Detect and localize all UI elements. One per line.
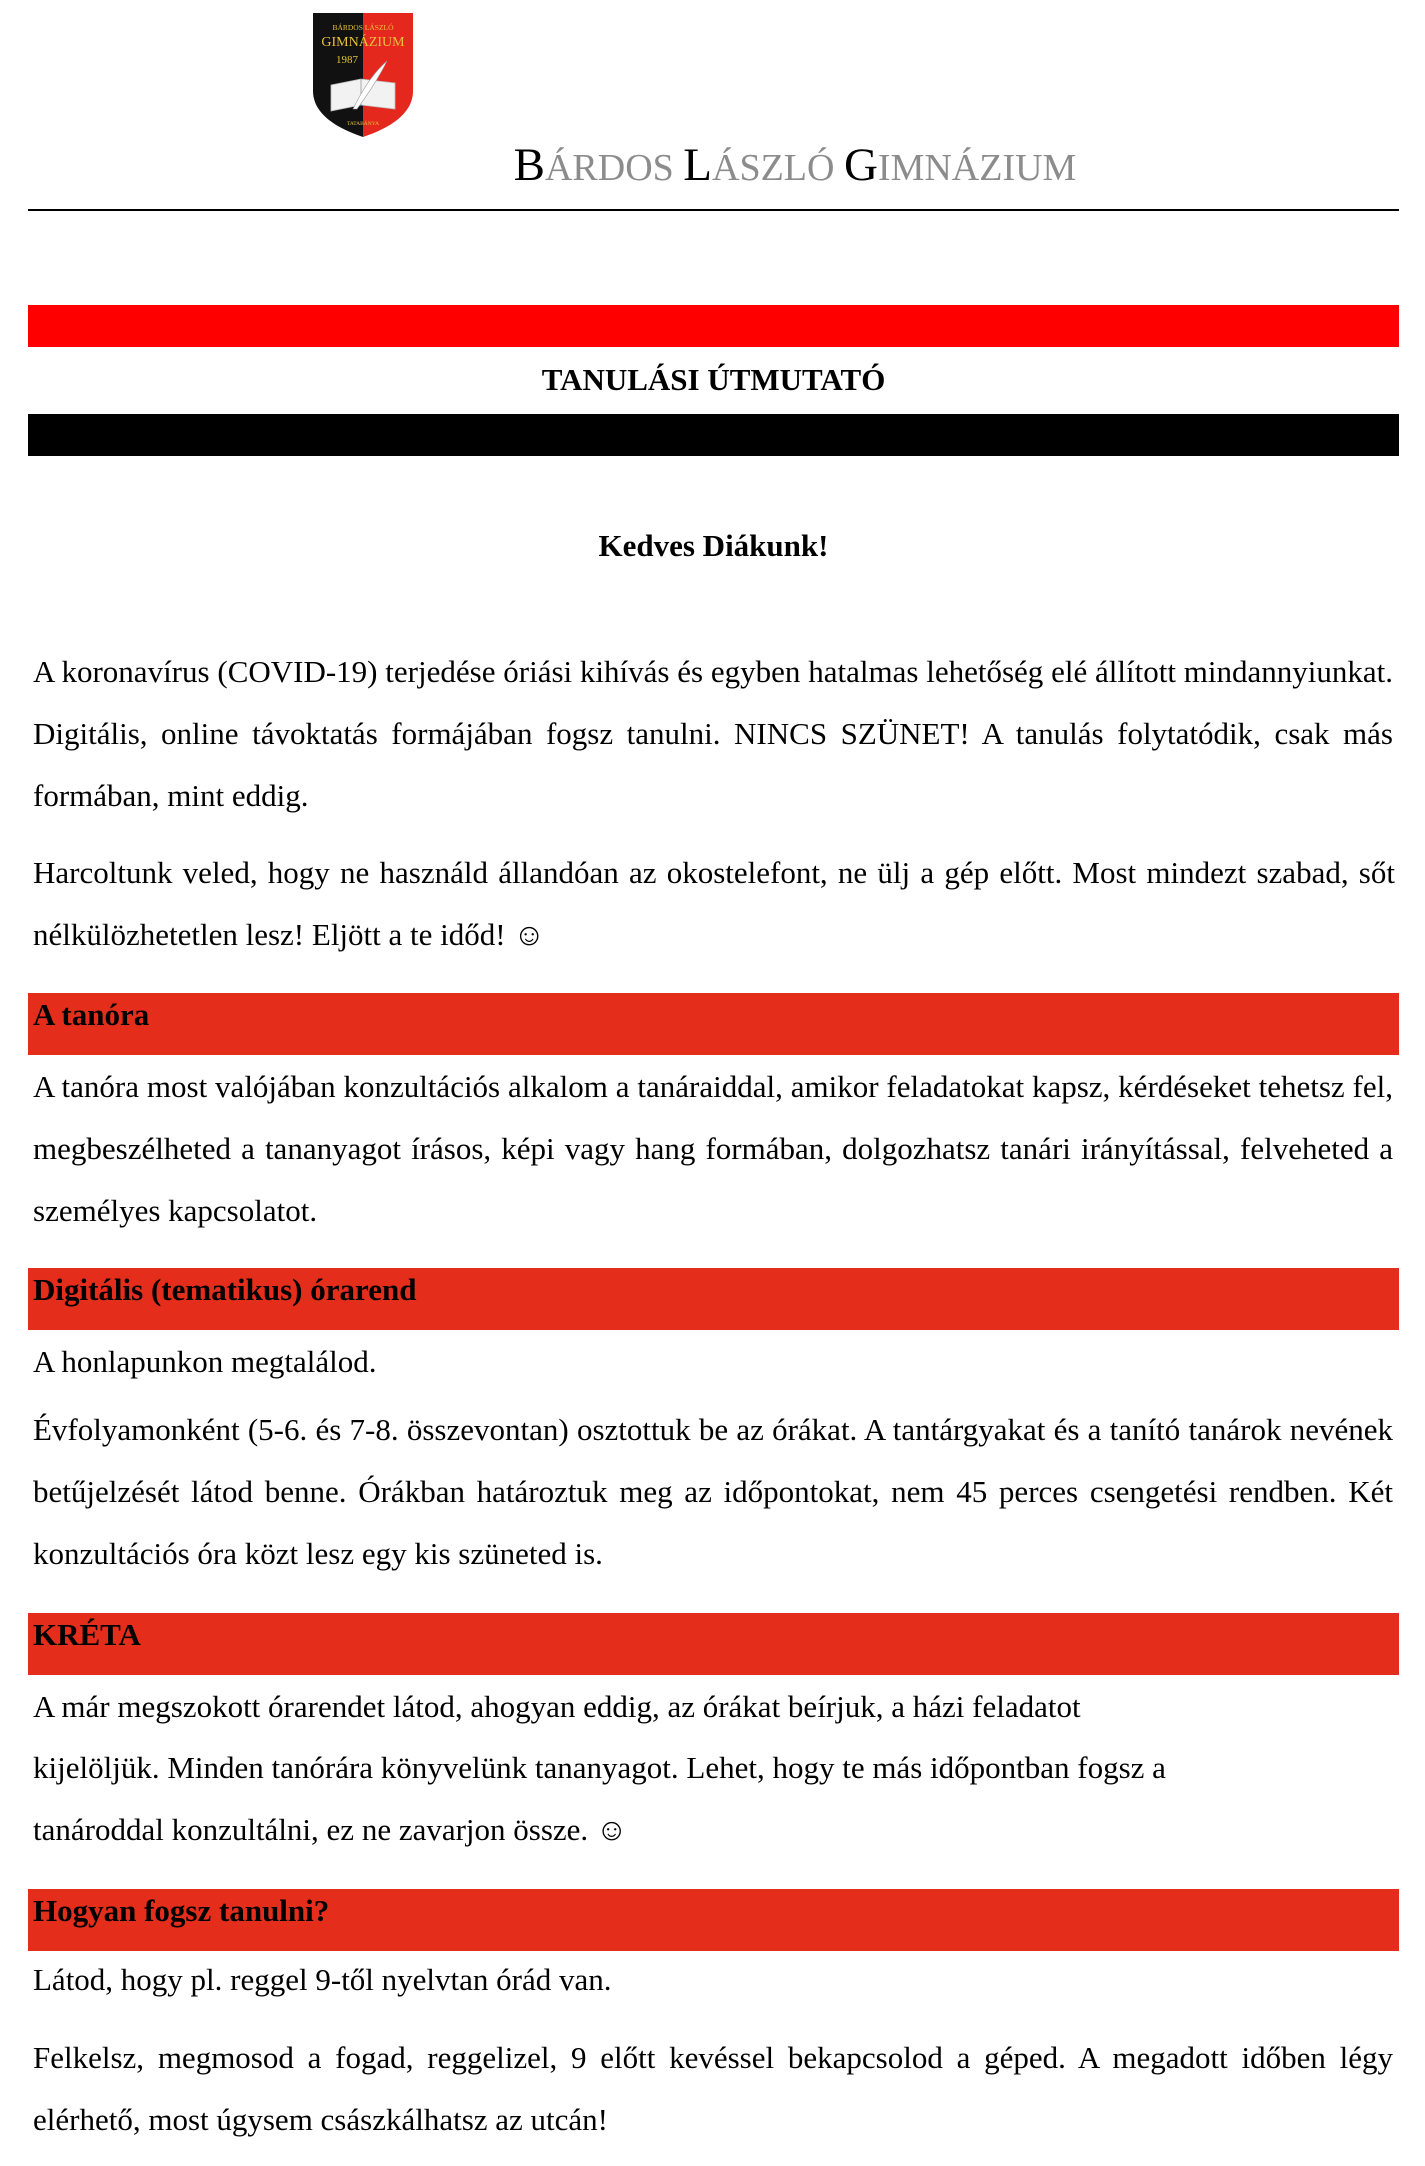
section-heading: Digitális (tematikus) órarend bbox=[33, 1272, 417, 1307]
intro-paragraph: Harcoltunk veled, hogy ne használd állandóan az okostelefont, ne ülj a gép előtt. Most mindezt szabad, sőt nélkülözhetetlen lesz! Eljött a te időd! ☺ bbox=[33, 855, 1395, 952]
section-paragraph: A honlapunkon megtalálod. bbox=[33, 1344, 377, 1379]
section-paragraph: A tanóra most valójában konzultációs alkalom a tanáraiddal, amikor feladatokat kapsz, kérdéseket tehetsz fel, megbeszélheted a tananyagot írásos, képi vagy hang formában, dolgozhatsz tanári irányítással, felveheted a személyes kapcsolatot. bbox=[33, 1069, 1393, 1228]
banner-black-bar bbox=[28, 414, 1399, 456]
section-paragraph: Látod, hogy pl. reggel 9-től nyelvtan órád van. bbox=[33, 1962, 612, 1997]
crest-top-text: BÁRDOS LÁSZLÓ bbox=[332, 23, 394, 32]
school-name-word: BÁRDOS bbox=[513, 139, 684, 191]
crest-year: 1987 bbox=[336, 54, 358, 66]
section-paragraph: Évfolyamonként (5-6. és 7-8. összevontan) osztottuk be az órákat. A tantárgyakat és a tanító tanárok nevének betűjelzését látod benne. Órákban határoztuk meg az időpontokat, nem 45 perces csengetési rendben. Két konzultációs óra közt lesz egy kis szüneted is. bbox=[33, 1412, 1393, 1571]
section-paragraph: Felkelsz, megmosod a fogad, reggelizel, 9 előtt kevéssel bekapcsolod a géped. A megadott időben légy elérhető, most úgysem császkálhatsz az utcán! bbox=[33, 2040, 1393, 2137]
section-line: tanároddal konzultálni, ez ne zavarjon össze. ☺ bbox=[33, 1812, 628, 1847]
section-heading: KRÉTA bbox=[33, 1617, 141, 1652]
section-line: kijelöljük. Minden tanórára könyvelünk tananyagot. Lehet, hogy te más időpontban fogsz a bbox=[33, 1750, 1166, 1785]
intro-paragraph: A koronavírus (COVID-19) terjedése óriási kihívás és egyben hatalmas lehetőség elé állított mindannyiunkat. Digitális, online távoktatás formájában fogsz tanulni. NINCS SZÜNET! A tanulás folytatódik, csak más formában, mint eddig. bbox=[33, 654, 1393, 813]
greeting: Kedves Diákunk! bbox=[598, 528, 829, 563]
school-name-word: GIMNÁZIUM bbox=[843, 139, 1077, 191]
header-divider bbox=[28, 209, 1399, 211]
section-heading-bar bbox=[28, 1613, 1399, 1675]
section-heading: Hogyan fogsz tanulni? bbox=[33, 1893, 330, 1928]
crest-main-text: GIMNÁZIUM bbox=[321, 35, 405, 50]
section-line: A már megszokott órarendet látod, ahogyan eddig, az órákat beírjuk, a házi feladatot bbox=[33, 1689, 1081, 1724]
school-name bbox=[0, 138, 1425, 192]
section-heading: A tanóra bbox=[33, 997, 150, 1032]
section-heading-bar bbox=[28, 1268, 1399, 1330]
school-crest-icon bbox=[313, 13, 413, 137]
school-name-word: LÁSZLÓ bbox=[683, 139, 844, 191]
section-heading-bar bbox=[28, 1889, 1399, 1951]
crest-bottom-text: TATABÁNYA bbox=[346, 121, 380, 127]
school-crest-logo bbox=[313, 13, 413, 137]
document-title: TANULÁSI ÚTMUTATÓ bbox=[541, 362, 886, 397]
section-heading-bar bbox=[28, 993, 1399, 1055]
banner-red-bar bbox=[28, 305, 1399, 347]
